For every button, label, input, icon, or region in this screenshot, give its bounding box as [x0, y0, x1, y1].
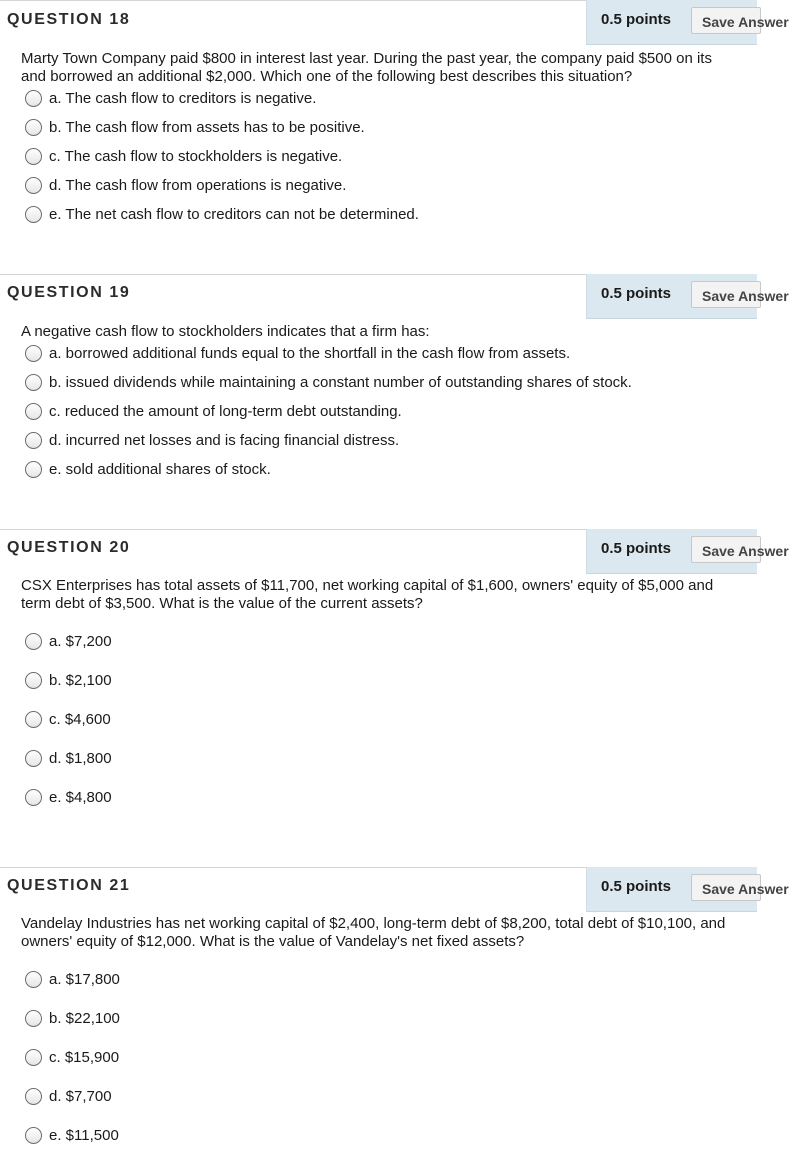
- option-label: c. $15,900: [49, 1049, 120, 1066]
- points-panel: [586, 867, 789, 912]
- radio-button[interactable]: [25, 177, 42, 194]
- radio-button[interactable]: [25, 633, 42, 650]
- question-text-line: and borrowed an additional $2,000. Which one of the following best describes this situation?: [21, 68, 633, 85]
- option-label: b. $2,100: [49, 672, 112, 689]
- option-label: a. The cash flow to creditors is negative.: [49, 90, 317, 107]
- question-block: [0, 274, 789, 528]
- question-title: QUESTION 19: [7, 284, 131, 301]
- points-label: 0.5 points: [601, 11, 672, 28]
- option-label: a. borrowed additional funds equal to the shortfall in the cash flow from assets.: [49, 345, 571, 362]
- radio-button[interactable]: [25, 971, 42, 988]
- save-answer-button[interactable]: Save Answer: [691, 281, 761, 308]
- question-title: QUESTION 18: [7, 11, 131, 28]
- question-text-line: Marty Town Company paid $800 in interest last year. During the past year, the company paid $500 on its: [21, 50, 712, 67]
- question-text-line: Vandelay Industries has net working capital of $2,400, long-term debt of $8,200, total debt of $10,100, and: [21, 915, 726, 932]
- option-label: e. The net cash flow to creditors can not be determined.: [49, 206, 419, 223]
- radio-button[interactable]: [25, 432, 42, 449]
- question-text: [21, 577, 761, 613]
- save-answer-button[interactable]: Save Answer: [691, 7, 761, 34]
- question-text: [21, 50, 761, 86]
- option-label: b. issued dividends while maintaining a constant number of outstanding shares of stock.: [49, 374, 632, 391]
- option-label: d. $1,800: [49, 750, 112, 767]
- option-label: e. $11,500: [49, 1127, 119, 1144]
- option-label: d. The cash flow from operations is negative.: [49, 177, 347, 194]
- radio-button[interactable]: [25, 148, 42, 165]
- option-label: c. $4,600: [49, 711, 111, 728]
- option-label: d. $7,700: [49, 1088, 112, 1105]
- question-block: [0, 0, 789, 272]
- question-text: [21, 323, 761, 341]
- points-panel: [586, 274, 789, 319]
- radio-button[interactable]: [25, 461, 42, 478]
- question-text-line: term debt of $3,500. What is the value of the current assets?: [21, 595, 423, 612]
- option-label: b. The cash flow from assets has to be positive.: [49, 119, 365, 136]
- question-text-line: owners' equity of $12,000. What is the value of Vandelay's net fixed assets?: [21, 933, 525, 950]
- points-label: 0.5 points: [601, 285, 672, 302]
- question-text-line: A negative cash flow to stockholders indicates that a firm has:: [21, 323, 430, 340]
- points-panel: [586, 0, 789, 45]
- radio-button[interactable]: [25, 1049, 42, 1066]
- question-title: QUESTION 21: [7, 877, 131, 894]
- radio-button[interactable]: [25, 119, 42, 136]
- radio-button[interactable]: [25, 1010, 42, 1027]
- radio-button[interactable]: [25, 403, 42, 420]
- radio-button[interactable]: [25, 1088, 42, 1105]
- option-label: e. sold additional shares of stock.: [49, 461, 271, 478]
- question-text: [21, 915, 761, 951]
- question-title: QUESTION 20: [7, 539, 131, 556]
- question-block: [0, 867, 789, 1164]
- option-label: b. $22,100: [49, 1010, 120, 1027]
- radio-button[interactable]: [25, 672, 42, 689]
- radio-button[interactable]: [25, 789, 42, 806]
- option-label: d. incurred net losses and is facing financial distress.: [49, 432, 400, 449]
- points-label: 0.5 points: [601, 878, 672, 895]
- save-answer-button[interactable]: Save Answer: [691, 874, 761, 901]
- question-block: [0, 529, 789, 865]
- points-label: 0.5 points: [601, 540, 672, 557]
- option-label: a. $17,800: [49, 971, 120, 988]
- radio-button[interactable]: [25, 90, 42, 107]
- option-label: c. The cash flow to stockholders is negative.: [49, 148, 343, 165]
- radio-button[interactable]: [25, 1127, 42, 1144]
- radio-button[interactable]: [25, 750, 42, 767]
- radio-button[interactable]: [25, 711, 42, 728]
- radio-button[interactable]: [25, 345, 42, 362]
- option-label: c. reduced the amount of long-term debt outstanding.: [49, 403, 402, 420]
- question-text-line: CSX Enterprises has total assets of $11,700, net working capital of $1,600, owners' equity of $5,000 and: [21, 577, 714, 594]
- option-label: a. $7,200: [49, 633, 112, 650]
- radio-button[interactable]: [25, 206, 42, 223]
- radio-button[interactable]: [25, 374, 42, 391]
- option-label: e. $4,800: [49, 789, 112, 806]
- points-panel: [586, 529, 789, 574]
- save-answer-button[interactable]: Save Answer: [691, 536, 761, 563]
